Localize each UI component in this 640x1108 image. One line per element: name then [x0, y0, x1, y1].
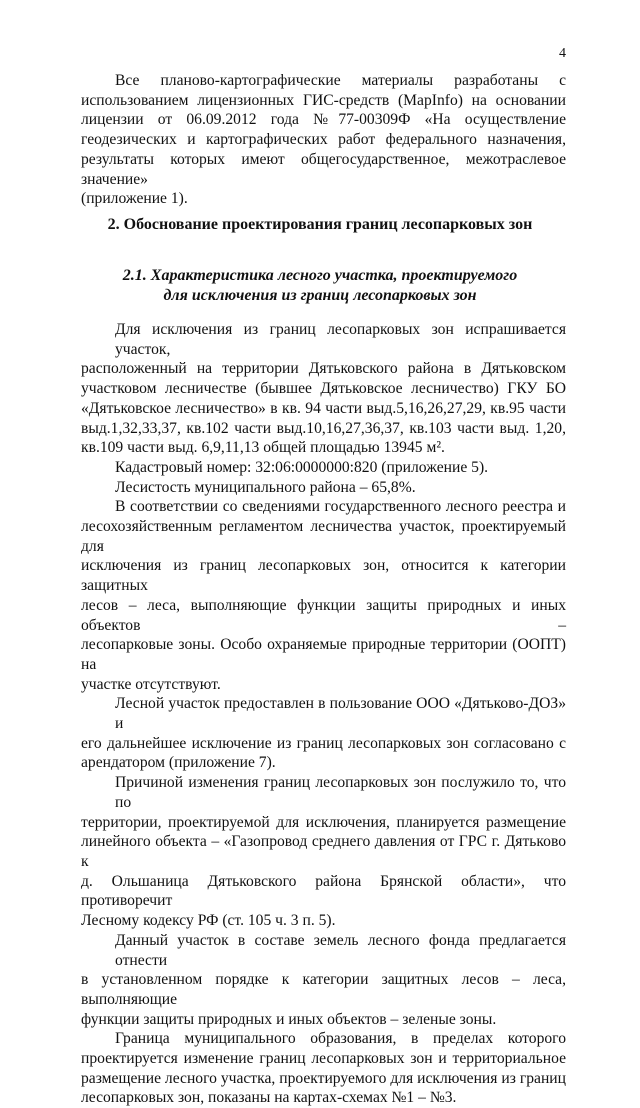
- heading-line: для исключения из границ лесопарковых зон: [163, 287, 477, 304]
- text-line: Причиной изменения границ лесопарковых зон послужило то, что по: [115, 774, 566, 811]
- text-line: геодезических и картографических работ федерального назначения,: [81, 131, 566, 149]
- text-line: лесопарковые зоны. Особо охраняемые природные территории (ООПТ) на: [81, 636, 566, 673]
- text-line: Лесистость муниципального района – 65,8%.: [115, 478, 416, 496]
- text-line: кв.109 части выд. 6,9,11,13 общей площадью 13945 м².: [81, 439, 445, 457]
- text-line: д. Ольшаница Дятьковского района Брянской области», что противоречит: [81, 872, 566, 910]
- text-line: территории, проектируемой для исключения, планируется размещение: [81, 813, 566, 831]
- text-line: лесохозяйственным регламентом лесничества участок, проектируемый для: [81, 518, 566, 555]
- text-line: его дальнейшее исключение из границ лесопарковых зон согласовано с: [81, 734, 566, 752]
- intro-paragraph: [81, 71, 566, 209]
- text-line: линейного объекта – «Газопровод среднего давления от ГРС г. Дятьково к: [81, 833, 566, 870]
- text-line: лицензии от 06.09.2012 года №77-00309Ф «На осуществление: [81, 111, 566, 129]
- text-line: В соответствии со сведениями государственного лесного реестра и: [115, 498, 566, 516]
- text-line: лесопарковых зон, показаны на картах-схемах №1 – №3.: [81, 1089, 457, 1107]
- text-line: Данный участок в составе земель лесного фонда предлагается отнести: [115, 931, 566, 969]
- subsection-heading: [0, 266, 640, 306]
- text-line: исключения из границ лесопарковых зон, относится к категории защитных: [81, 557, 566, 595]
- text-line: проектируется изменение границ лесопарковых зон и территориальное: [81, 1050, 566, 1068]
- text-line: Для исключения из границ лесопарковых зон испрашивается участок,: [115, 321, 566, 358]
- text-line: Лесной участок предоставлен в пользование ООО «Дятьково-ДОЗ» и: [115, 695, 566, 733]
- text-line: выд.1,32,33,37, кв.102 части выд.10,16,27,36,37, кв.103 части выд. 1,20,: [81, 419, 566, 437]
- text-line: участковом лесничестве (бывшее Дятьковское лесничество) ГКУ БО: [81, 380, 566, 398]
- text-line: «Дятьковское лесничество» в кв. 94 части выд.5,16,26,27,29, кв.95 части: [81, 399, 566, 417]
- text-line: Кадастровый номер: 32:06:0000000:820 (приложение 5).: [115, 458, 489, 476]
- text-line: функции защиты природных и иных объектов – зеленые зоны.: [81, 1010, 497, 1028]
- text-line: в установленном порядке к категории защитных лесов – леса, выполняющие: [81, 971, 566, 1008]
- text-line: Лесному кодексу РФ (ст. 105 ч. 3 п. 5).: [81, 912, 336, 930]
- text-line: Все планово-картографические материалы разработаны с: [115, 72, 566, 89]
- body-text: [81, 320, 566, 1108]
- text-line: лесов – леса, выполняющие функции защиты природных и иных объектов –: [81, 596, 566, 634]
- text-line: арендатором (приложение 7).: [81, 754, 276, 772]
- page-number: 4: [559, 46, 566, 61]
- text-line: результаты которых имеют общегосударственное, межотраслевое значение»: [81, 150, 566, 188]
- text-line: (приложение 1).: [81, 190, 188, 208]
- text-line: участке отсутствуют.: [81, 675, 221, 693]
- section-heading: 2. Обоснование проектирования границ лесопарковых зон: [107, 216, 533, 233]
- text-line: Граница муниципального образования, в пределах которого: [115, 1030, 566, 1048]
- text-line: размещение лесного участка, проектируемого для исключения из границ: [81, 1069, 566, 1087]
- text-line: использованием лицензионных ГИС-средств (MapInfo) на основании: [81, 91, 566, 109]
- text-line: расположенный на территории Дятьковского района в Дятьковском: [81, 360, 566, 378]
- heading-line: 2.1. Характеристика лесного участка, проектируемого: [122, 267, 518, 284]
